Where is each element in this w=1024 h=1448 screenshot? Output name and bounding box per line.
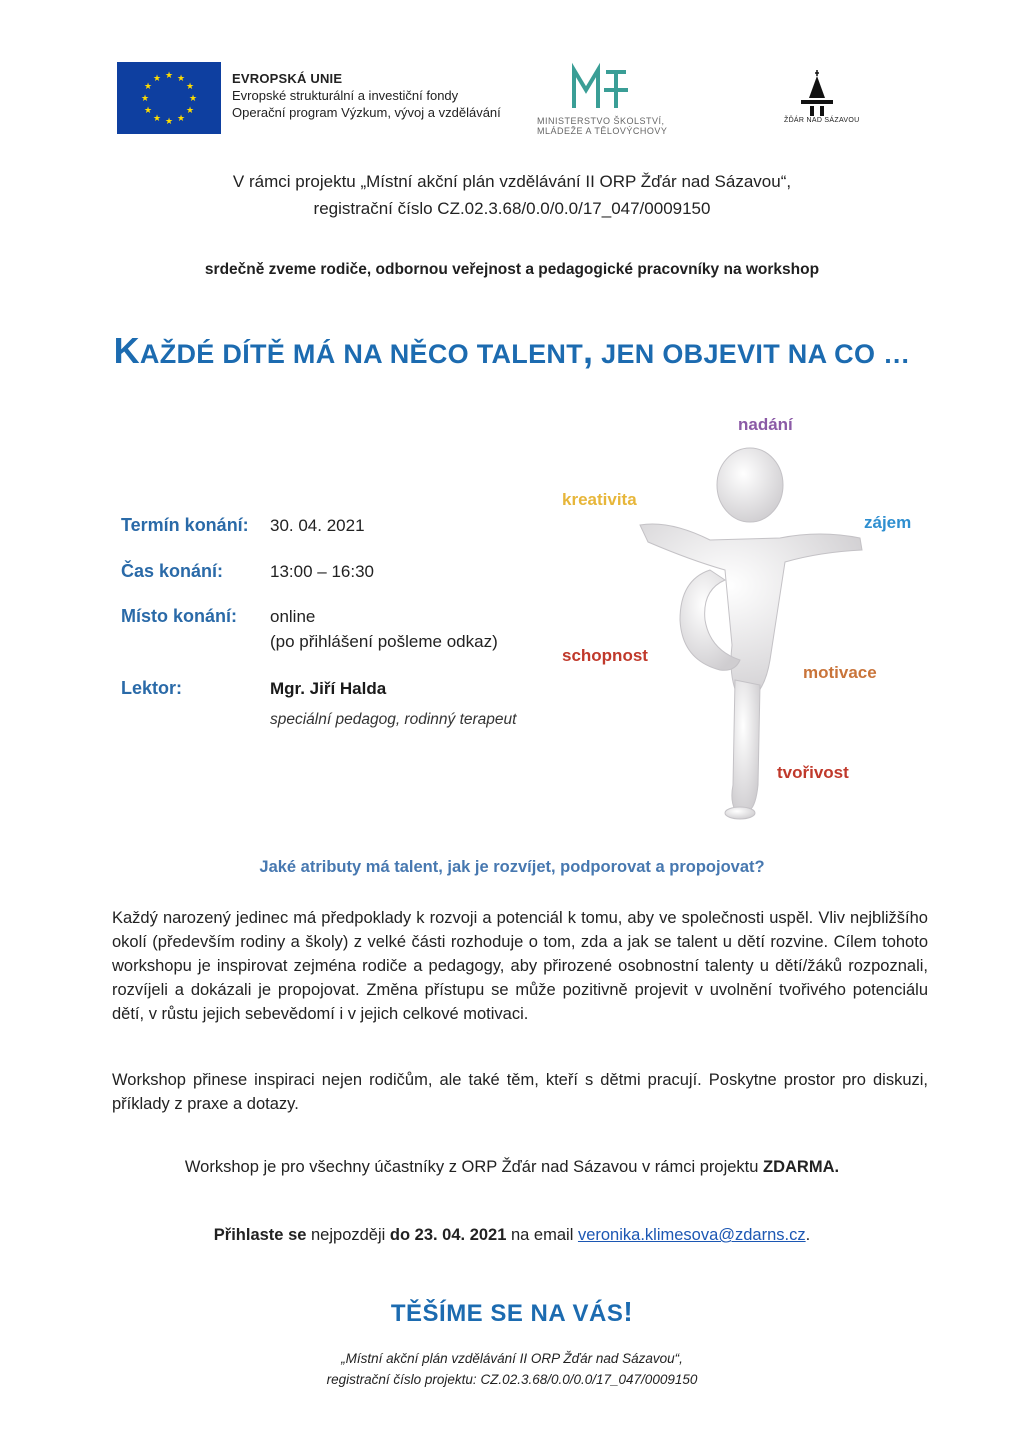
see-you-main: TĚŠÍME SE NA VÁS: [390, 1300, 624, 1327]
svg-text:★: ★: [143, 82, 153, 92]
church-tower-icon: [795, 68, 839, 116]
msmt-logo-text: [537, 116, 667, 136]
svg-text:★: ★: [164, 117, 174, 127]
intro-line1: V rámci projektu „Místní akční plán vzdělávání II ORP Žďár nad Sázavou“,: [232, 172, 792, 191]
free-bold: ZDARMA.: [763, 1158, 840, 1176]
talent-figure-illustration: [600, 430, 900, 830]
place-label: Místo konání:: [121, 606, 237, 626]
time-label: Čas konání:: [121, 561, 224, 581]
intro-line2: registrační číslo CZ.02.3.68/0.0/0.0/17_047/0009150: [313, 199, 711, 218]
free-notice: [0, 1158, 1024, 1177]
signup-text-2: na email: [506, 1226, 578, 1244]
description-paragraph-1: Každý narozený jedinec má předpoklady k rozvoji a potenciál k tomu, aby ve společnosti uspěl. Vliv nejbližšího okolí (především rodiny a školy) z velké části rozhoduje o tom, zda a jak se talent u dětí rozvine. Cílem tohoto workshopu je inspirovat zejména rodiče a pedagogy, aby přirozené osobnostní talenty u dětí/žáků rozpoznali, rozvíjeli a dokázali je propojovat. Změna přístupu se může pozitivně projevit v uvolnění tvořivého potenciálu dětí, v růstu jejich sebevědomí i v jejich celkové motivaci.: [112, 909, 928, 1023]
signup-text-1: nejpozději: [306, 1226, 390, 1244]
figure-icon: [600, 430, 900, 830]
svg-text:★: ★: [143, 106, 153, 116]
svg-text:★: ★: [140, 94, 150, 104]
msmt-line2: MLÁDEŽE A TĚLOVÝCHOVY: [537, 126, 668, 136]
eu-line2: Evropské strukturální a investiční fondy: [232, 88, 459, 103]
signup-email-link[interactable]: veronika.klimesova@zdarns.cz: [577, 1226, 806, 1244]
title-comma: ,: [583, 330, 594, 371]
msmt-line1: MINISTERSTVO ŠKOLSTVÍ,: [537, 116, 665, 126]
time-value: 13:00 – 16:30: [270, 562, 374, 581]
page-title: [0, 330, 1024, 372]
svg-text:★: ★: [152, 74, 162, 84]
place-note: (po přihlášení pošleme odkaz): [270, 632, 498, 651]
zdar-logo-text: ŽĎÁR NAD SÁZAVOU: [784, 117, 860, 124]
svg-text:★: ★: [152, 114, 162, 124]
zdar-logo: [795, 68, 839, 116]
date-label: Termín konání:: [121, 515, 249, 535]
signup-text-3: .: [805, 1226, 811, 1244]
lector-role: speciální pedagog, rodinný terapeut: [270, 711, 517, 728]
eu-flag-logo: [117, 62, 221, 134]
signup-deadline: do 23. 04. 2021: [389, 1226, 507, 1244]
msmt-logo: [570, 62, 634, 114]
word-kreativita: kreativita: [562, 490, 637, 509]
svg-text:★: ★: [176, 74, 186, 84]
word-tvorivost: tvořivost: [777, 763, 849, 782]
svg-text:★: ★: [185, 82, 195, 92]
eu-line1: EVROPSKÁ UNIE: [232, 71, 343, 86]
signup-line: [0, 1226, 1024, 1245]
question-heading: Jaké atributy má talent, jak je rozvíjet, podporovat a propojovat?: [259, 858, 765, 876]
title-initial: K: [113, 330, 140, 371]
title-part2: JEN OBJEVIT NA CO …: [593, 339, 911, 369]
description-paragraph-2: Workshop přinese inspiraci nejen rodičům, ale také těm, kteří s dětmi pracují. Poskytne prostor pro diskuzi, příklady z praxe a dotazy.: [112, 1071, 928, 1113]
word-nadani: nadání: [738, 415, 793, 434]
signup-bold-1: Přihlaste se: [213, 1226, 307, 1244]
footer: [0, 1348, 1024, 1390]
invitation-line: srdečně zveme rodiče, odbornou veřejnost a pedagogické pracovníky na workshop: [204, 261, 820, 278]
date-value: 30. 04. 2021: [270, 516, 365, 535]
lector-name: Mgr. Jiří Halda: [270, 679, 387, 698]
svg-text:★: ★: [176, 114, 186, 124]
place-value: online: [270, 607, 316, 626]
eu-logo-text: [232, 70, 501, 121]
lector-label: Lektor:: [121, 678, 183, 698]
word-zajem: zájem: [864, 513, 912, 532]
msmt-emblem-icon: [570, 62, 634, 114]
eu-stars-icon: [117, 62, 221, 134]
word-motivace: motivace: [803, 663, 877, 682]
footer-line1: „Místní akční plán vzdělávání II ORP Žďár nad Sázavou“,: [341, 1351, 683, 1366]
free-text: Workshop je pro všechny účastníky z ORP Žďár nad Sázavou v rámci projektu: [184, 1158, 764, 1176]
svg-text:★: ★: [188, 94, 198, 104]
see-you-heading: [0, 1296, 1024, 1328]
title-part1: AŽDÉ DÍTĚ MÁ NA NĚCO TALENT: [139, 339, 584, 369]
footer-line2: registrační číslo projektu: CZ.02.3.68/0.0/0.0/17_047/0009150: [326, 1372, 698, 1387]
svg-text:★: ★: [164, 71, 174, 81]
see-you-mark: !: [623, 1296, 634, 1327]
intro-text: [0, 168, 1024, 222]
eu-line3: Operační program Výzkum, vývoj a vzdělávání: [232, 105, 501, 120]
svg-text:★: ★: [185, 106, 195, 116]
word-schopnost: schopnost: [562, 646, 648, 665]
